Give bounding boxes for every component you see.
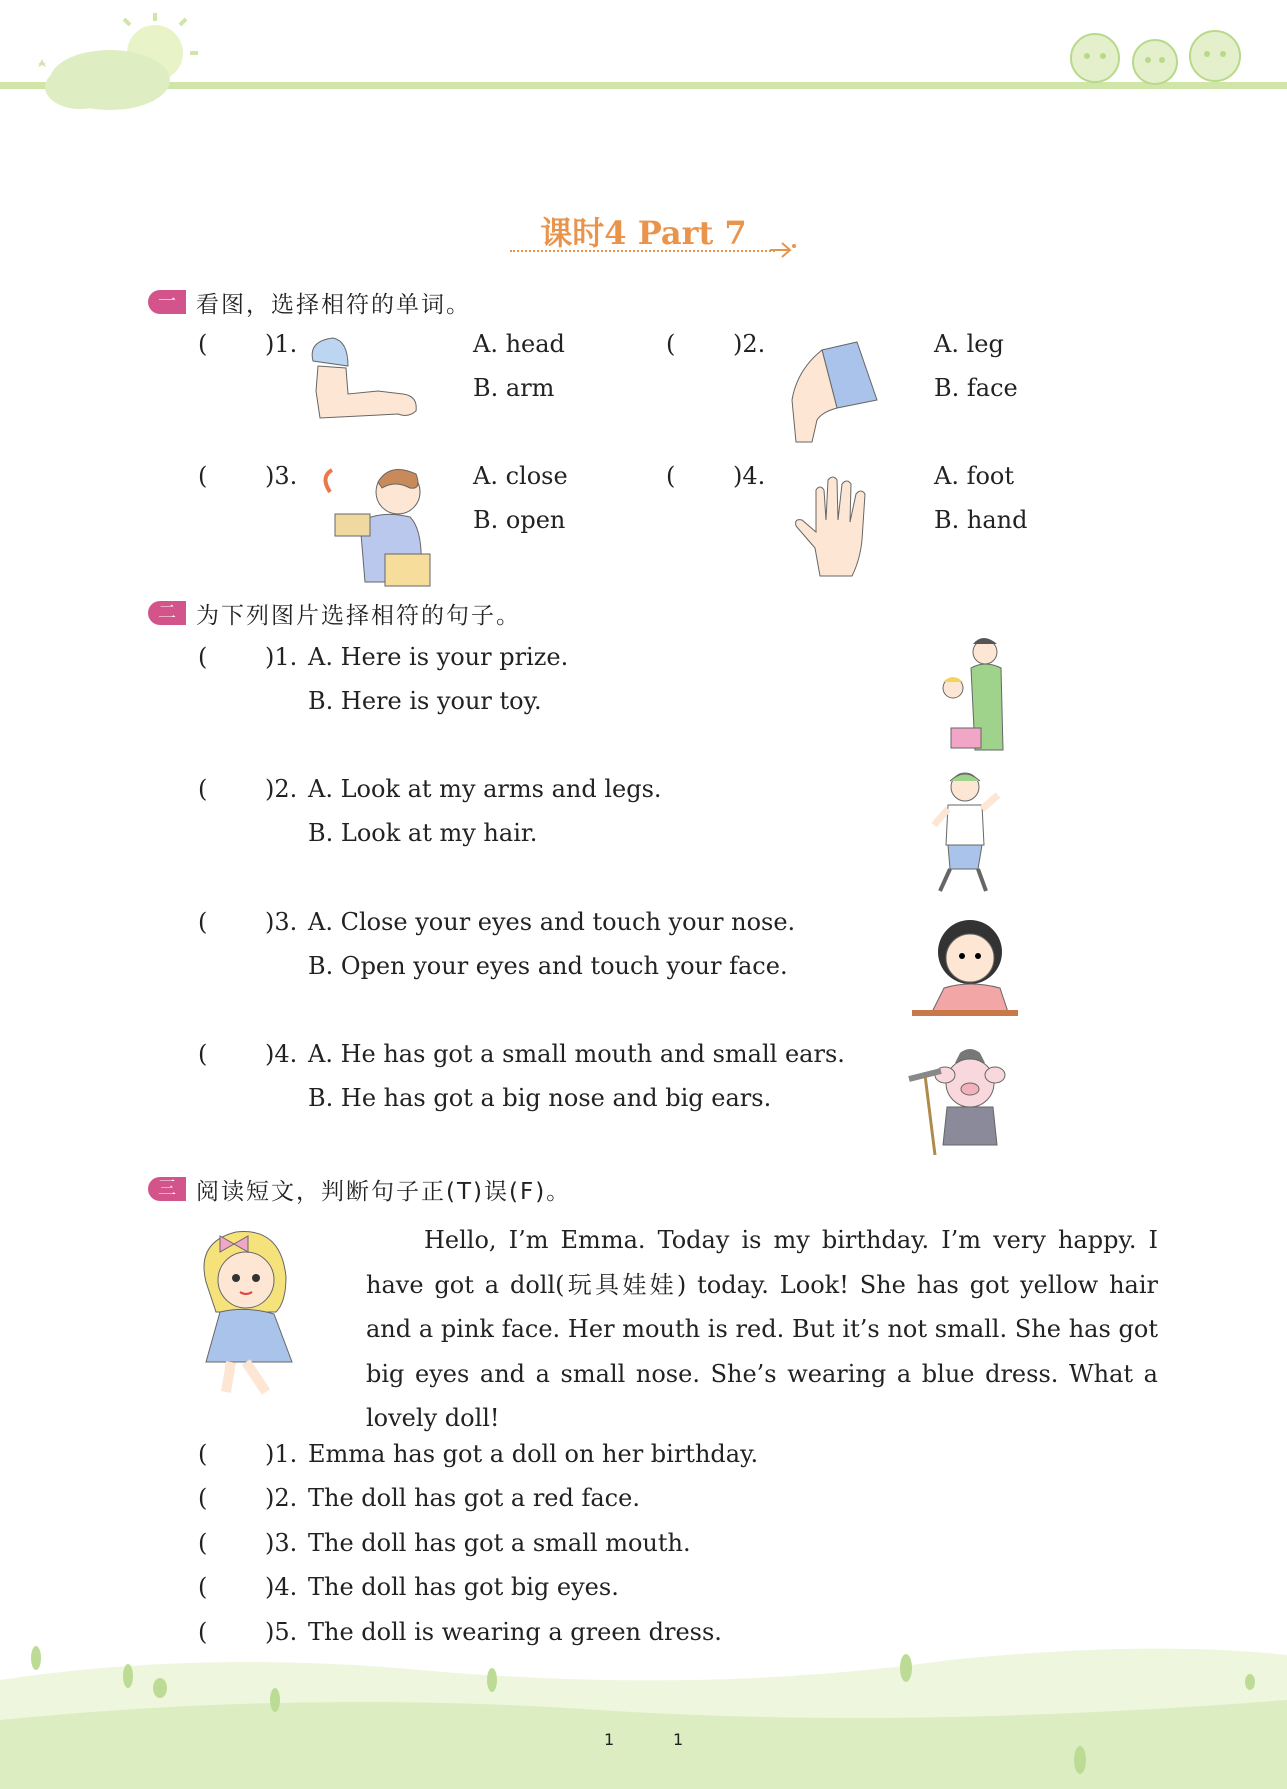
question-number: )2. — [265, 775, 298, 803]
option-a: A. foot — [934, 462, 1015, 490]
answer-paren: ( — [666, 462, 676, 490]
answer-paren: ( — [198, 462, 208, 490]
statement: The doll is wearing a green dress. — [308, 1618, 722, 1646]
statement: Emma has got a doll on her birthday. — [308, 1440, 759, 1468]
prize-giving-picture — [935, 632, 1015, 752]
answer-paren: ( — [198, 330, 208, 358]
question-number: )2. — [733, 330, 766, 358]
footer-hills — [0, 1640, 1287, 1789]
option-b: B. Look at my hair. — [308, 819, 538, 847]
section-instruction: 为下列图片选择相符的句子。 — [196, 603, 521, 629]
option-b: B. Open your eyes and touch your face. — [308, 952, 788, 980]
page-title: 课时4 Part 7 — [540, 214, 747, 252]
statement: The doll has got big eyes. — [308, 1573, 619, 1601]
question-number: )1. — [265, 1440, 298, 1468]
answer-paren: ( — [198, 1573, 208, 1601]
option-a: A. Close your eyes and touch your nose. — [308, 908, 796, 936]
cloud-sun-icon — [20, 5, 210, 115]
title-underline — [510, 250, 775, 252]
answer-paren: ( — [198, 643, 208, 671]
option-b: B. arm — [473, 374, 555, 402]
animal-faces-icon — [1060, 20, 1260, 90]
option-a: A. close — [473, 462, 568, 490]
leg-picture — [782, 340, 882, 444]
page-number: 1 — [604, 1730, 615, 1749]
question-number: )4. — [733, 462, 766, 490]
arm-picture — [308, 336, 428, 428]
statement: The doll has got a red face. — [308, 1484, 640, 1512]
question-number: )4. — [265, 1573, 298, 1601]
question-number: )2. — [265, 1484, 298, 1512]
answer-paren: ( — [198, 1484, 208, 1512]
arrow-icon — [768, 238, 798, 262]
question-number: )3. — [265, 908, 298, 936]
answer-paren: ( — [198, 1040, 208, 1068]
option-a: A. leg — [934, 330, 1004, 358]
option-b: B. Here is your toy. — [308, 687, 542, 715]
section-number-badge: 一 — [148, 290, 186, 314]
option-b: B. open — [473, 506, 566, 534]
question-number: )1. — [265, 330, 298, 358]
statement: The doll has got a small mouth. — [308, 1529, 691, 1557]
section-number-badge: 二 — [148, 601, 186, 625]
girl-at-desk-picture — [910, 912, 1020, 1020]
question-number: )3. — [265, 462, 298, 490]
answer-paren: ( — [198, 775, 208, 803]
reading-passage — [366, 1218, 1158, 1441]
passage-text: Hello, I’m Emma. Today is my birthday. I’m very happy. I have got a doll(玩具娃娃) today. Look! She has got yellow hair and a pink face. Her mouth is red. But it’s not small. She has got big eyes and a small nose. She’s wearing a blue dress. What a lovely doll! — [366, 1226, 1158, 1432]
question-number: )1. — [265, 643, 298, 671]
page-number: 1 — [673, 1730, 684, 1749]
answer-paren: ( — [198, 1440, 208, 1468]
answer-paren: ( — [198, 1618, 208, 1646]
answer-paren: ( — [198, 908, 208, 936]
boy-showing-arms-picture — [920, 765, 1010, 900]
question-number: )3. — [265, 1529, 298, 1557]
option-b: B. face — [934, 374, 1018, 402]
option-a: A. He has got a small mouth and small ears. — [308, 1040, 845, 1068]
section-number-badge: 三 — [148, 1177, 186, 1201]
question-number: )4. — [265, 1040, 298, 1068]
boy-opening-box-picture — [320, 462, 440, 588]
option-a: A. head — [473, 330, 565, 358]
hand-picture — [790, 470, 880, 580]
doll-picture — [186, 1222, 326, 1397]
answer-paren: ( — [666, 330, 676, 358]
option-b: B. He has got a big nose and big ears. — [308, 1084, 772, 1112]
pig-character-picture — [905, 1045, 1025, 1163]
option-a: A. Look at my arms and legs. — [308, 775, 662, 803]
section-instruction: 阅读短文，判断句子正(T)误(F)。 — [196, 1179, 572, 1205]
question-number: )5. — [265, 1618, 298, 1646]
option-a: A. Here is your prize. — [308, 643, 569, 671]
section-instruction: 看图，选择相符的单词。 — [196, 292, 471, 318]
answer-paren: ( — [198, 1529, 208, 1557]
option-b: B. hand — [934, 506, 1028, 534]
